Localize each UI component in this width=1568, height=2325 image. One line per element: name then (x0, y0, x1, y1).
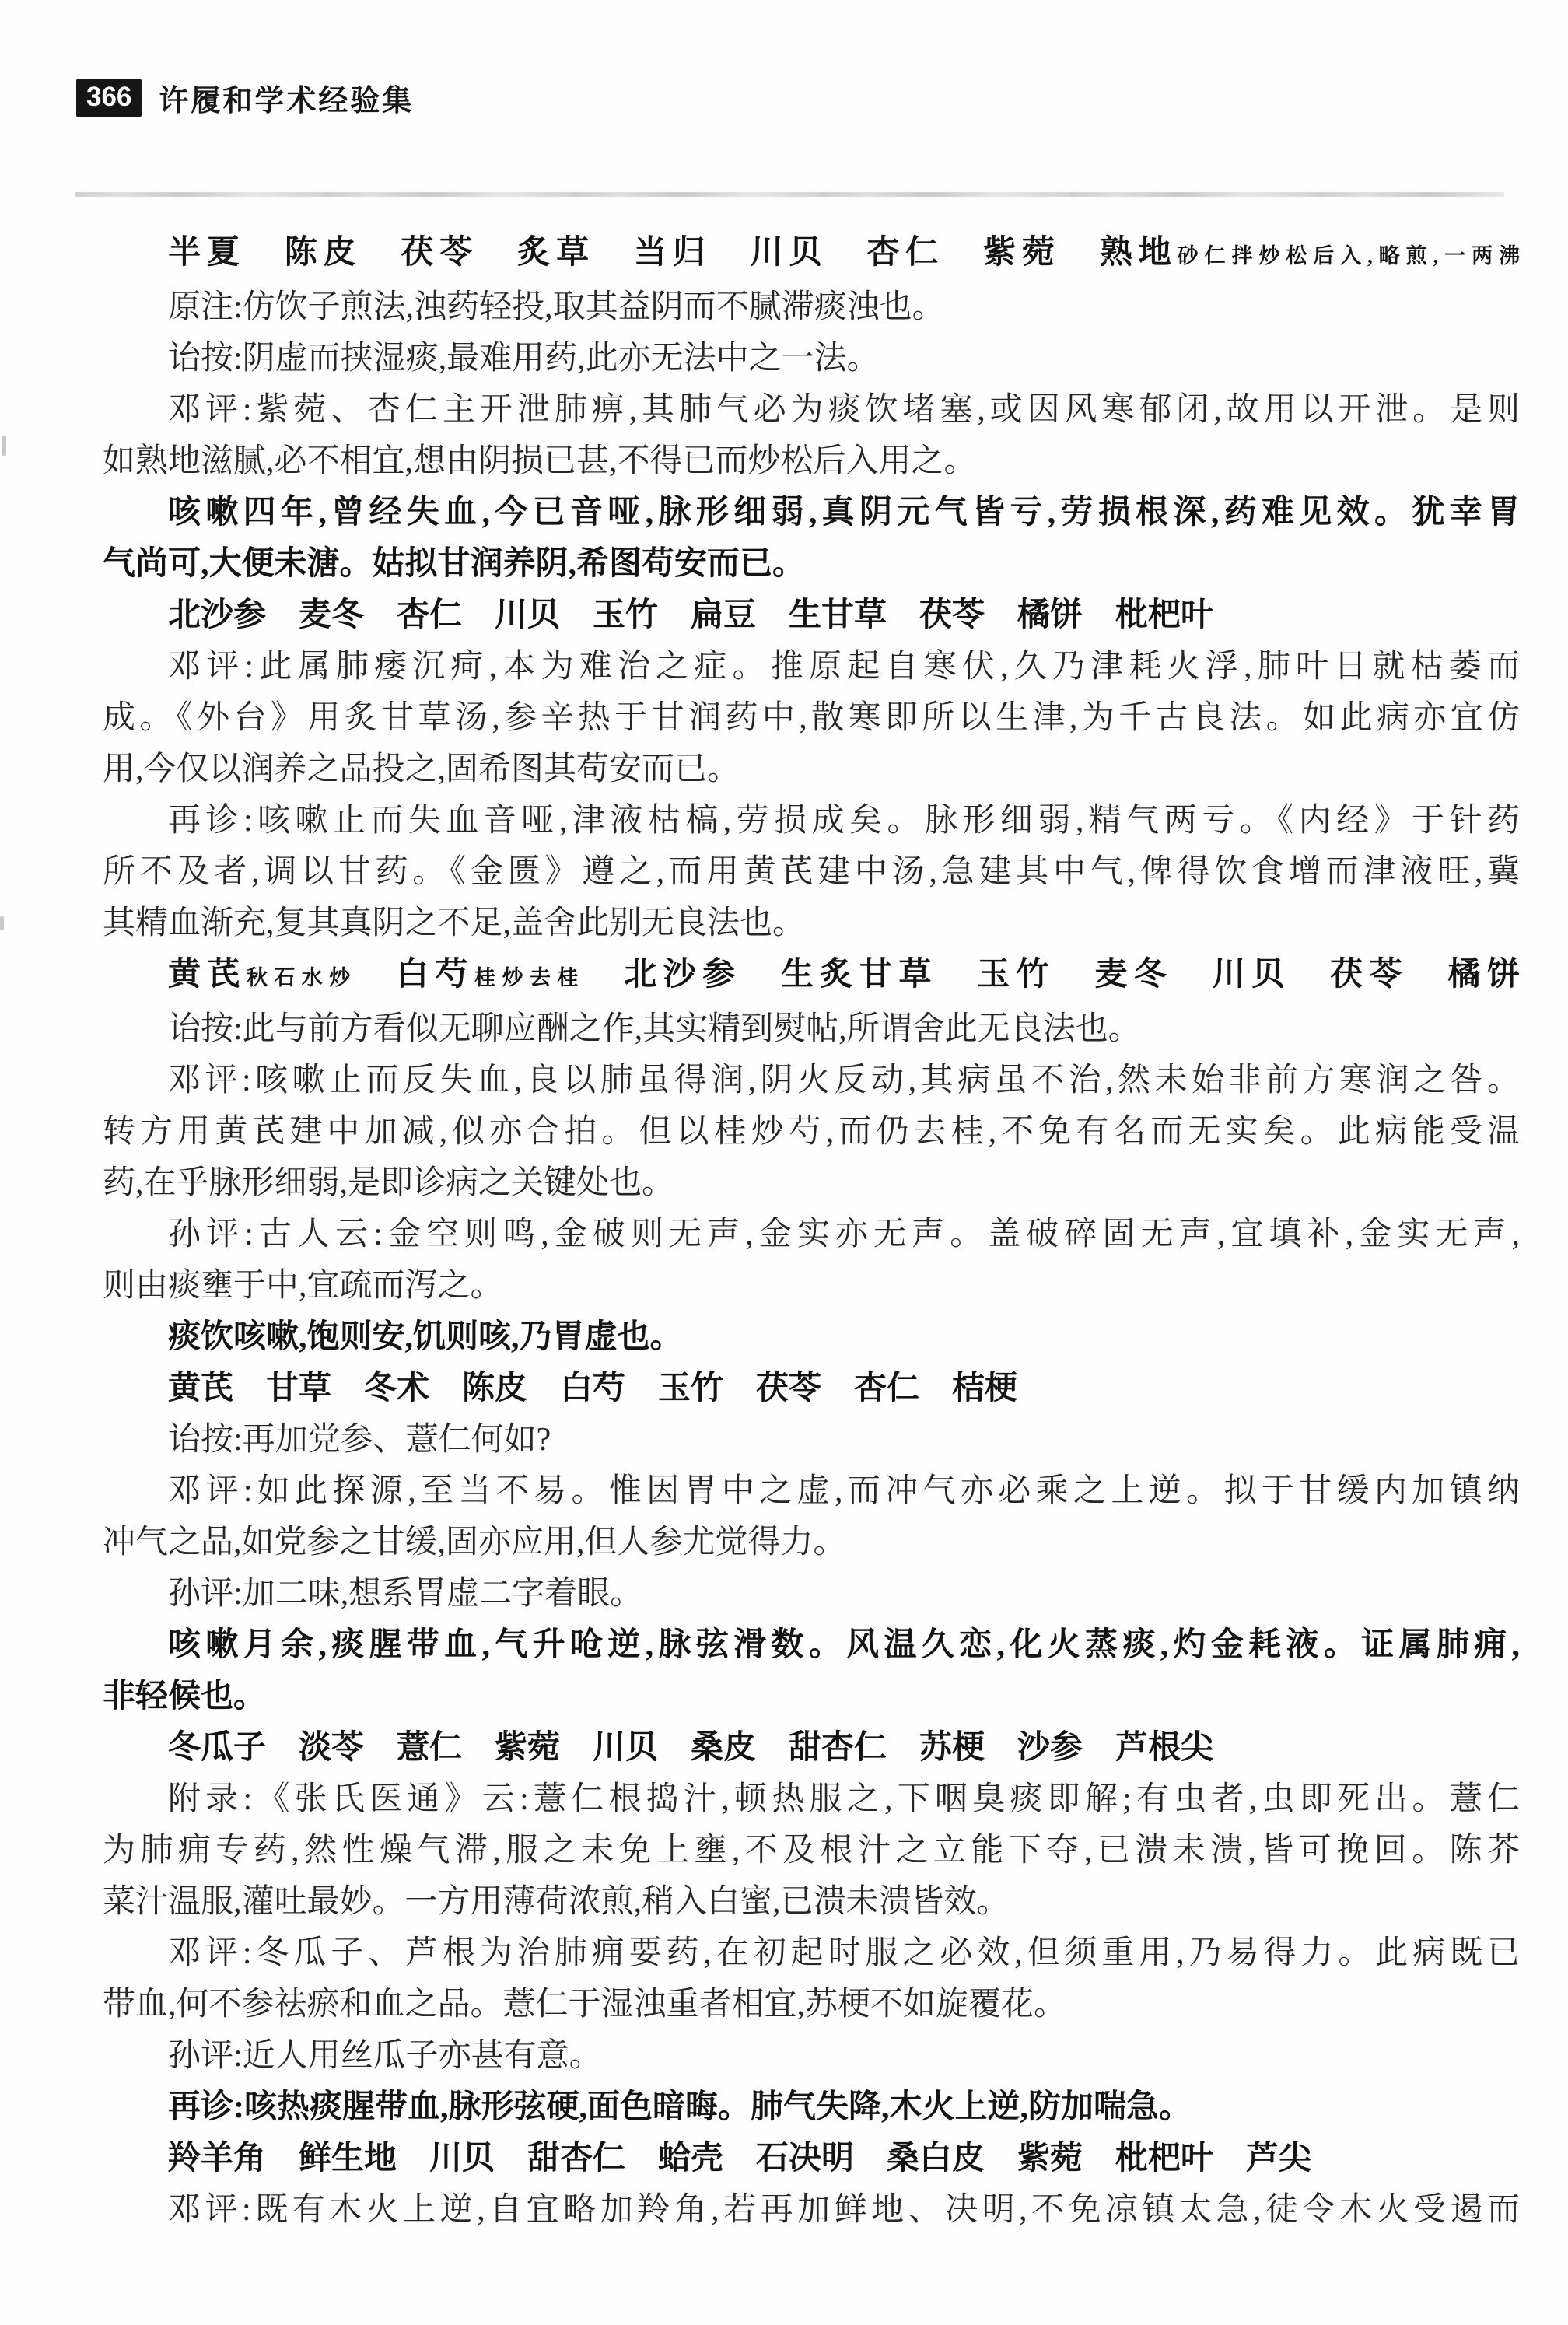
text-segment: 其精血渐充,复其真阴之不足,盖舍此别无良法也。 (103, 905, 806, 941)
text-segment: 带血,何不参祛瘀和血之品。薏仁于湿浊重者相宜,苏梗不如旋覆花。 (103, 1987, 1067, 2022)
herb-line (103, 1722, 1520, 1774)
text-segment: 黄芪 甘草 冬术 陈皮 白芍 玉竹 茯苓 杏仁 桔梗 (168, 1371, 1018, 1406)
text-segment: 再诊:咳嗽止而失血音哑,津液枯槁,劳损成矣。脉形细弱,精气两亏。《内经》于针药 (168, 803, 1520, 839)
text-segment: 诒按:阴虚而挟湿痰,最难用药,此亦无法中之一法。 (168, 341, 880, 376)
text-segment: 附录:《张氏医通》云:薏仁根捣汁,顿热服之,下咽臭痰即解;有虫者,虫即死出。薏仁 (168, 1781, 1520, 1817)
case-line (103, 487, 1520, 538)
inline-annotation: 砂仁拌炒松后入,略煎,一两沸 (1177, 244, 1520, 268)
inline-annotation: 桂炒去桂 (474, 966, 585, 989)
text-segment: 诒按:再加党参、薏仁何如? (168, 1422, 551, 1458)
herb-line (103, 590, 1520, 641)
text-segment: 再诊:咳热痰腥带血,脉形弦硬,面色暗晦。肺气失降,木火上逆,防加喘急。 (168, 2089, 1192, 2125)
text-segment: 则由痰壅于中,宜疏而泻之。 (103, 1268, 503, 1304)
comment-line (103, 1465, 1520, 1517)
comment-line (103, 1055, 1520, 1106)
text-segment: 冬瓜子 淡苓 薏仁 紫菀 川贝 桑皮 甜杏仁 苏梗 沙参 芦根尖 (168, 1730, 1214, 1766)
continuation-line (103, 1979, 1520, 2030)
text-segment: 转方用黄芪建中加减,似亦合拍。但以桂炒芍,而仍去桂,不免有名而无实矣。此病能受温 (103, 1114, 1520, 1150)
document-body (103, 227, 1520, 2236)
comment-line (103, 1209, 1520, 1260)
continuation-line (103, 898, 1520, 949)
text-segment: 药,在乎脉形细弱,是即诊病之关键处也。 (103, 1165, 675, 1201)
text-segment: 黄芪 (168, 957, 247, 993)
text-segment: 北沙参 生炙甘草 玉竹 麦冬 川贝 茯苓 橘饼 (584, 957, 1520, 993)
continuation-line (103, 436, 1520, 487)
herb-line (103, 227, 1520, 282)
case-line (103, 1619, 1520, 1671)
comment-line (103, 333, 1520, 384)
text-segment: 诒按:此与前方看似无聊应酬之作,其实精到熨帖,所谓舍此无良法也。 (168, 1011, 1141, 1047)
continuation-line (103, 744, 1520, 795)
scan-artifact (0, 916, 4, 930)
comment-line (103, 282, 1520, 333)
text-segment: 所不及者,调以甘药。《金匮》遵之,而用黄芪建中汤,急建其中气,俾得饮食增而津液旺,冀 (103, 854, 1520, 890)
case-line (103, 2082, 1520, 2133)
comment-line (103, 2184, 1520, 2236)
text-segment: 半夏 陈皮 茯苓 炙草 当归 川贝 杏仁 紫菀 熟地 (168, 235, 1178, 271)
scan-artifact (2, 436, 6, 456)
text-segment: 邓评:如此探源,至当不易。惟因胃中之虚,而冲气亦必乘之上逆。拟于甘缓内加镇纳 (168, 1473, 1520, 1509)
continuation-line (103, 1157, 1520, 1209)
continuation-line (103, 1671, 1520, 1722)
header-rule (75, 192, 1504, 197)
text-segment: 邓评:此属肺痿沉疴,本为难治之症。推原起自寒伏,久乃津耗火浮,肺叶日就枯萎而 (168, 649, 1520, 685)
text-segment: 孙评:加二味,想系胃虚二字着眼。 (168, 1576, 643, 1612)
comment-line (103, 1003, 1520, 1055)
comment-line (103, 2030, 1520, 2082)
herb-line (103, 949, 1520, 1003)
text-segment: 菜汁温服,灌吐最妙。一方用薄荷浓煎,稍入白蜜,已溃未溃皆效。 (103, 1884, 1010, 1920)
text-segment: 冲气之品,如党参之甘缓,固亦应用,但人参尤觉得力。 (103, 1525, 846, 1560)
inline-annotation: 秋石水炒 (246, 966, 357, 989)
continuation-line (103, 1260, 1520, 1311)
comment-line (103, 641, 1520, 692)
case-line (103, 1311, 1520, 1363)
text-segment: 羚羊角 鲜生地 川贝 甜杏仁 蛤壳 石决明 桑白皮 紫菀 枇杷叶 芦尖 (168, 2141, 1312, 2176)
continuation-line (103, 846, 1520, 898)
text-segment: 邓评:咳嗽止而反失血,良以肺虽得润,阴火反动,其病虽不治,然未始非前方寒润之咎。 (168, 1063, 1520, 1098)
text-segment: 咳嗽月余,痰腥带血,气升呛逆,脉弦滑数。风温久恋,化火蒸痰,灼金耗液。证属肺痈, (168, 1627, 1520, 1663)
text-segment: 白芍 (356, 957, 475, 993)
comment-line (103, 795, 1520, 846)
continuation-line (103, 1825, 1520, 1876)
comment-line (103, 1928, 1520, 1979)
text-segment: 原注:仿饮子煎法,浊药轻投,取其益阴而不腻滞痰浊也。 (168, 289, 945, 325)
text-segment: 咳嗽四年,曾经失血,今已音哑,脉形细弱,真阴元气皆亏,劳损根深,药难见效。犹幸胃 (168, 495, 1520, 530)
book-title: 许履和学术经验集 (159, 85, 415, 117)
text-segment: 邓评:紫菀、杏仁主开泄肺痹,其肺气必为痰饮堵塞,或因风寒郁闭,故用以开泄。是则 (168, 392, 1520, 428)
continuation-line (103, 538, 1520, 590)
text-segment: 成。《外台》用炙甘草汤,参辛热于甘润药中,散寒即所以生津,为千古良法。如此病亦宜仿 (103, 700, 1520, 736)
continuation-line (103, 692, 1520, 744)
page-header (76, 76, 414, 119)
text-segment: 邓评:既有木火上逆,自宜略加羚角,若再加鲜地、决明,不免凉镇太急,徒令木火受遏而 (168, 2192, 1520, 2228)
text-segment: 为肺痈专药,然性燥气滞,服之未免上壅,不及根汁之立能下夺,已溃未溃,皆可挽回。陈芥 (103, 1833, 1520, 1868)
comment-line (103, 1414, 1520, 1465)
text-segment: 非轻候也。 (103, 1679, 267, 1714)
text-segment: 如熟地滋腻,必不相宜,想由阴损已甚,不得已而炒松后入用之。 (103, 443, 977, 479)
continuation-line (103, 1876, 1520, 1928)
comment-line (103, 1568, 1520, 1619)
herb-line (103, 1363, 1520, 1414)
text-segment: 北沙参 麦冬 杏仁 川贝 玉竹 扁豆 生甘草 茯苓 橘饼 枇杷叶 (168, 597, 1214, 633)
continuation-line (103, 1517, 1520, 1568)
continuation-line (103, 1106, 1520, 1157)
page-number-badge: 366 (76, 79, 142, 117)
text-segment: 用,今仅以润养之品投之,固希图其苟安而已。 (103, 751, 740, 787)
text-segment: 孙评:近人用丝瓜子亦甚有意。 (168, 2038, 602, 2074)
comment-line (103, 1774, 1520, 1825)
herb-line (103, 2133, 1520, 2184)
text-segment: 气尚可,大便未溏。姑拟甘润养阴,希图苟安而已。 (103, 546, 806, 582)
text-segment: 邓评:冬瓜子、芦根为治肺痈要药,在初起时服之必效,但须重用,乃易得力。此病既已 (168, 1935, 1520, 1971)
text-segment: 孙评:古人云:金空则鸣,金破则无声,金实亦无声。盖破碎固无声,宜填补,金实无声, (168, 1217, 1520, 1252)
text-segment: 痰饮咳嗽,饱则安,饥则咳,乃胃虚也。 (168, 1319, 683, 1355)
comment-line (103, 384, 1520, 436)
